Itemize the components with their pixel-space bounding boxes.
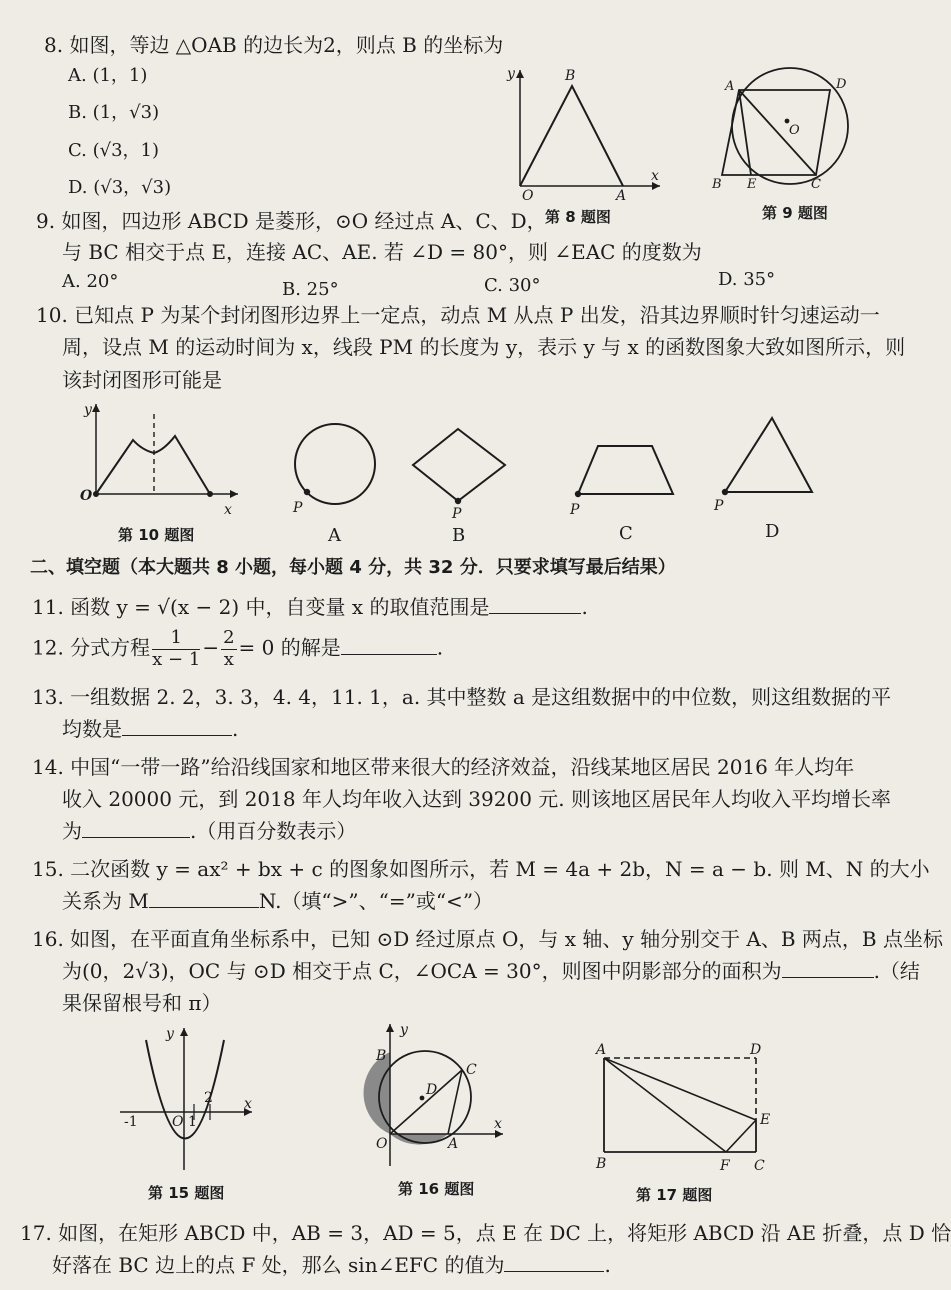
q14-line1: 14. 中国“一带一路”给沿线国家和地区带来很大的经济效益，沿线某地区居民 2016 年人均年 [32,755,855,779]
q12-answer-blank[interactable] [341,653,437,655]
fig16-label-c: C [466,1062,477,1078]
q11-answer-blank[interactable] [489,612,581,614]
q12-fraction-2-den: x [223,648,234,670]
q15-line2-start: 关系为 M [62,889,149,913]
fig10-option-a-label: A [328,525,341,546]
q16-line1: 16. 如图，在平面直角坐标系中，已知 ⊙D 经过原点 O，与 x 轴、y 轴分别交于 A、B 两点，B 点坐标 [32,927,943,951]
fig17-label-d: D [750,1042,762,1058]
q13-line1: 13. 一组数据 2. 2，3. 3，4. 4，11. 1，a. 其中整数 a 是这组数据中的中位数，则这组数据的平 [32,685,892,709]
fig17-label-e: E [760,1112,771,1128]
fig16-label-y: y [400,1022,408,1038]
fig15-caption: 第 15 题图 [148,1184,225,1202]
q14-line3-start: 为 [62,819,82,843]
fig10-option-b-label: B [452,525,466,546]
q16-line2-end: .（结 [873,959,920,983]
q14-answer-blank[interactable] [82,836,190,838]
q17-answer-blank[interactable] [504,1270,604,1272]
fig15-label-o: O [172,1114,184,1130]
q11-text: 11. 函数 y = √(x − 2) 中，自变量 x 的取值范围是 [32,595,490,619]
q16-line3: 果保留根号和 π） [62,991,222,1015]
fig9-label-c: C [811,177,821,192]
q12-fraction-2-num: 2 [223,627,235,648]
fig9-label-b: B [712,177,722,192]
q17-line2-text: 好落在 BC 边上的点 F 处，那么 sin∠EFC 的值为 [52,1253,505,1277]
fig8-label-a: A [616,188,627,204]
fig9-label-e: E [747,177,757,192]
q11-end: . [581,595,588,619]
q9-line2: 与 BC 相交于点 E，连接 AC、AE. 若 ∠D = 80°，则 ∠EAC 的度数为 [62,240,702,264]
fig10-a-label-p: P [293,500,303,516]
fig17-rectangle-diagram [588,1036,788,1176]
fig17-label-c: C [754,1158,765,1174]
fig15-parabola-graph [112,1022,262,1172]
fig8-label-o: O [522,188,534,204]
fig17-label-f: F [720,1158,730,1174]
q15-answer-blank[interactable] [149,906,259,908]
fig8-diagram [505,62,675,202]
q9-option-d: D. 35° [718,269,776,290]
q13-line2 [62,718,238,740]
q15-line2 [62,890,493,912]
q10-line1: 10. 已知点 P 为某个封闭图形边界上一定点，动点 M 从点 P 出发，沿其边界顺时针匀速运动一 [36,303,880,327]
fig10-b-label-p: P [452,506,462,522]
fig10-option-d-triangle [710,410,825,520]
fig10-option-c-trapezoid [568,440,683,520]
q9-option-b: B. 25° [282,279,339,300]
q13-answer-blank[interactable] [122,734,232,736]
q8-option-a: A. (1，1) [68,65,148,86]
q13-line2-text: 均数是 [62,717,122,741]
fig16-label-x: x [494,1116,502,1132]
q8-option-c: C. (√3，1) [68,140,159,161]
q16-answer-blank[interactable] [782,976,874,978]
q14-line2: 收入 20000 元，到 2018 年人均年收入达到 39200 元. 则该地区居民年人均收入平均增长率 [62,787,892,811]
q11-line [32,596,588,618]
q17-line1: 17. 如图，在矩形 ABCD 中，AB = 3，AD = 5，点 E 在 DC 上，将矩形 ABCD 沿 AE 折叠，点 D 恰 [20,1221,951,1245]
fig15-label-x: x [244,1096,252,1112]
fig9-caption: 第 9 题图 [762,204,828,222]
fig10-graph [78,398,248,520]
fig10-label-y: y [84,402,92,418]
fig15-label-1: 1 [188,1114,197,1130]
fig17-caption: 第 17 题图 [636,1186,713,1204]
fig15-label-y: y [166,1026,174,1042]
q12-end: . [436,635,444,660]
fig10-c-label-p: P [570,502,580,518]
fig8-label-x: x [651,168,659,184]
q14-line3-end: .（用百分数表示） [190,819,357,843]
q12-fraction-1-num: 1 [152,628,200,650]
fig10-d-label-p: P [714,498,724,514]
q17-end: . [604,1253,611,1277]
q9-option-c: C. 30° [484,275,541,296]
q12-line [32,628,443,670]
fig9-label-o: O [789,123,800,138]
q17-line2 [52,1254,611,1276]
q8-option-b: B. (1，√3) [68,102,160,123]
q14-line3 [62,820,356,842]
fig16-label-d: D [426,1082,438,1098]
fig17-label-b: B [596,1156,607,1172]
q8-stem: 8. 如图，等边 △OAB 的边长为2，则点 B 的坐标为 [44,33,504,57]
fig8-label-y: y [507,66,515,82]
fig16-label-a: A [448,1136,459,1152]
fig9-label-d: D [836,77,847,92]
fig16-label-b: B [376,1048,387,1064]
q13-end: . [232,717,239,741]
fig15-label-neg1: -1 [124,1114,138,1130]
q12-fraction-1 [152,628,200,670]
fig10-option-a-circle [288,422,388,522]
q12-fraction-2 [221,628,236,670]
q12-text-after: = 0 的解是 [238,635,341,660]
fig8-label-b: B [565,68,576,84]
q10-line2: 周，设点 M 的运动时间为 x，线段 PM 的长度为 y，表示 y 与 x 的函数图象大致如图所示，则 [62,335,906,359]
fig9-label-a: A [725,79,735,94]
fig10-option-b-rhombus [410,425,515,520]
q15-line2-end: N.（填“>”、“=”或“<”） [258,889,494,913]
q8-option-d: D. (√3，√3) [68,177,172,198]
section-2-header: 二、填空题（本大题共 8 小题，每小题 4 分，共 32 分．只要求填写最后结果） [30,557,676,578]
q9-line1: 9. 如图，四边形 ABCD 是菱形，⊙O 经过点 A、C、D， [36,209,547,233]
fig16-caption: 第 16 题图 [398,1180,475,1198]
q15-line1: 15. 二次函数 y = ax² + bx + c 的图象如图所示，若 M = 4a + 2b，N = a − b. 则 M、N 的大小 [32,857,930,881]
fig17-label-a: A [596,1042,607,1058]
fig10-caption: 第 10 题图 [118,526,195,544]
fig10-label-o: O [80,488,93,504]
fig8-caption: 第 8 题图 [545,208,611,226]
fig10-option-c-label: C [619,523,633,544]
fig10-option-d-label: D [765,521,780,542]
fig16-circle-diagram [368,1018,508,1168]
fig10-label-x: x [224,502,232,518]
q16-line2 [62,960,920,982]
fig16-label-o: O [376,1136,388,1152]
q10-line3: 该封闭图形可能是 [62,368,222,392]
q12-fraction-1-den: x − 1 [152,648,201,670]
q12-minus: − [202,635,220,660]
q12-text: 12. 分式方程 [32,635,151,660]
q9-option-a: A. 20° [62,271,119,292]
fig15-label-2: 2 [204,1090,213,1106]
fig9-diagram [705,68,860,196]
q16-line2-text: 为(0，2√3)，OC 与 ⊙D 相交于点 C，∠OCA = 30°，则图中阴影部分的面积为 [62,959,782,983]
